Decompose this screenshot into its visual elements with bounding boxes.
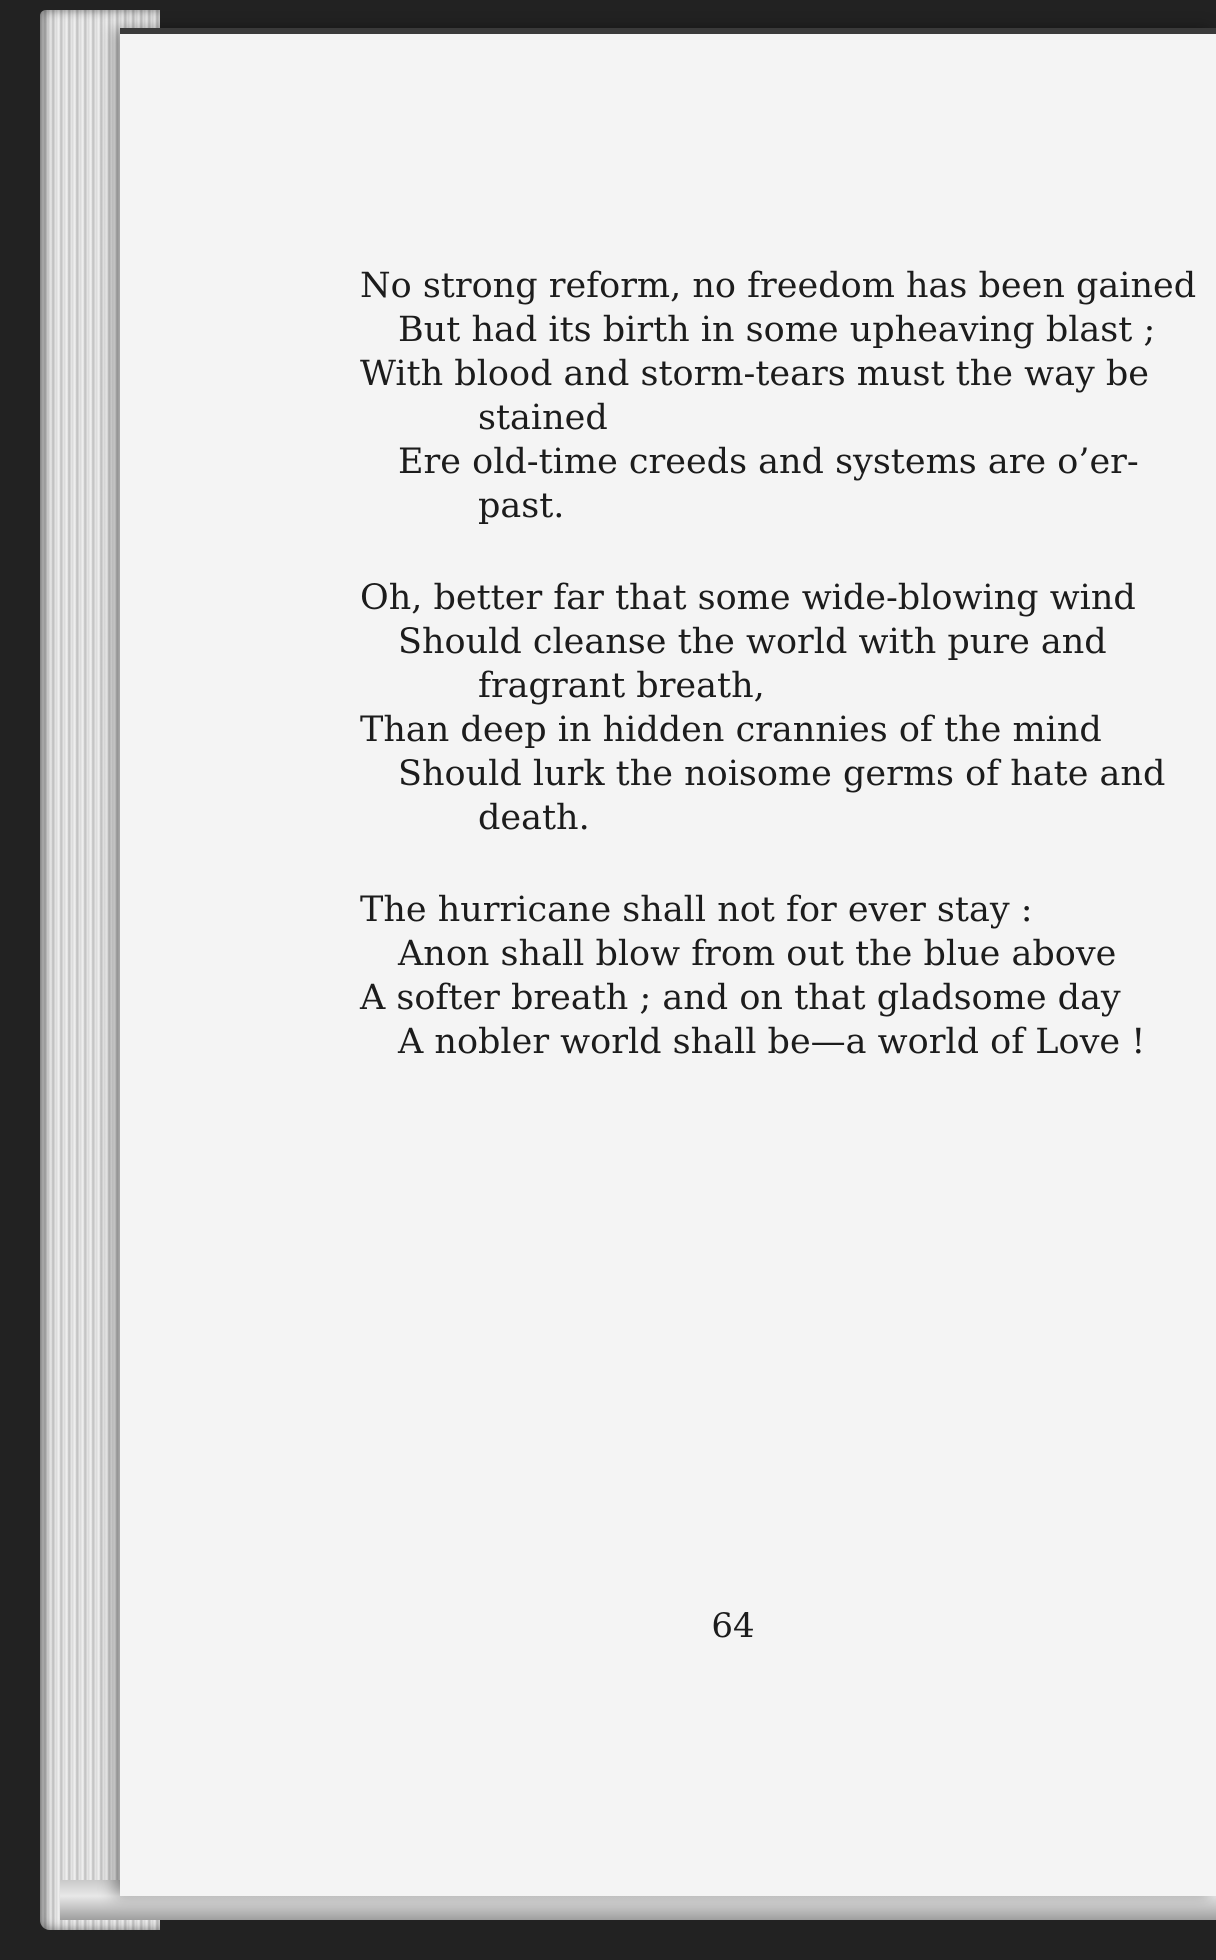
book-page (120, 28, 1216, 1896)
poem (360, 264, 1197, 1112)
poem-line: Ere old-time creeds and systems are o’er- (398, 442, 1139, 482)
poem-line: Should lurk the noisome germs of hate and (398, 754, 1166, 794)
page-number: 64 (711, 1606, 755, 1646)
stanza-1 (360, 264, 1197, 528)
poem-line: Oh, better far that some wide-blowing wind (360, 578, 1136, 618)
poem-line: But had its birth in some upheaving blast ; (398, 310, 1156, 350)
poem-line-continuation: stained (478, 398, 608, 438)
poem-line: A nobler world shall be—a world of Love ! (398, 1022, 1146, 1062)
poem-line-continuation: death. (478, 798, 590, 838)
poem-line: The hurricane shall not for ever stay : (360, 890, 1033, 930)
poem-line: A softer breath ; and on that gladsome day (360, 978, 1121, 1018)
poem-line: Anon shall blow from out the blue above (398, 934, 1117, 974)
poem-line: Than deep in hidden crannies of the mind (360, 710, 1102, 750)
poem-line: With blood and storm-tears must the way be (360, 354, 1149, 394)
stanza-2 (360, 576, 1166, 840)
poem-line: No strong reform, no freedom has been gained (360, 266, 1197, 306)
stanza-3 (360, 888, 1146, 1064)
poem-line: Should cleanse the world with pure and (398, 622, 1107, 662)
poem-line-continuation: fragrant breath, (478, 666, 765, 706)
poem-line-continuation: past. (478, 486, 565, 526)
